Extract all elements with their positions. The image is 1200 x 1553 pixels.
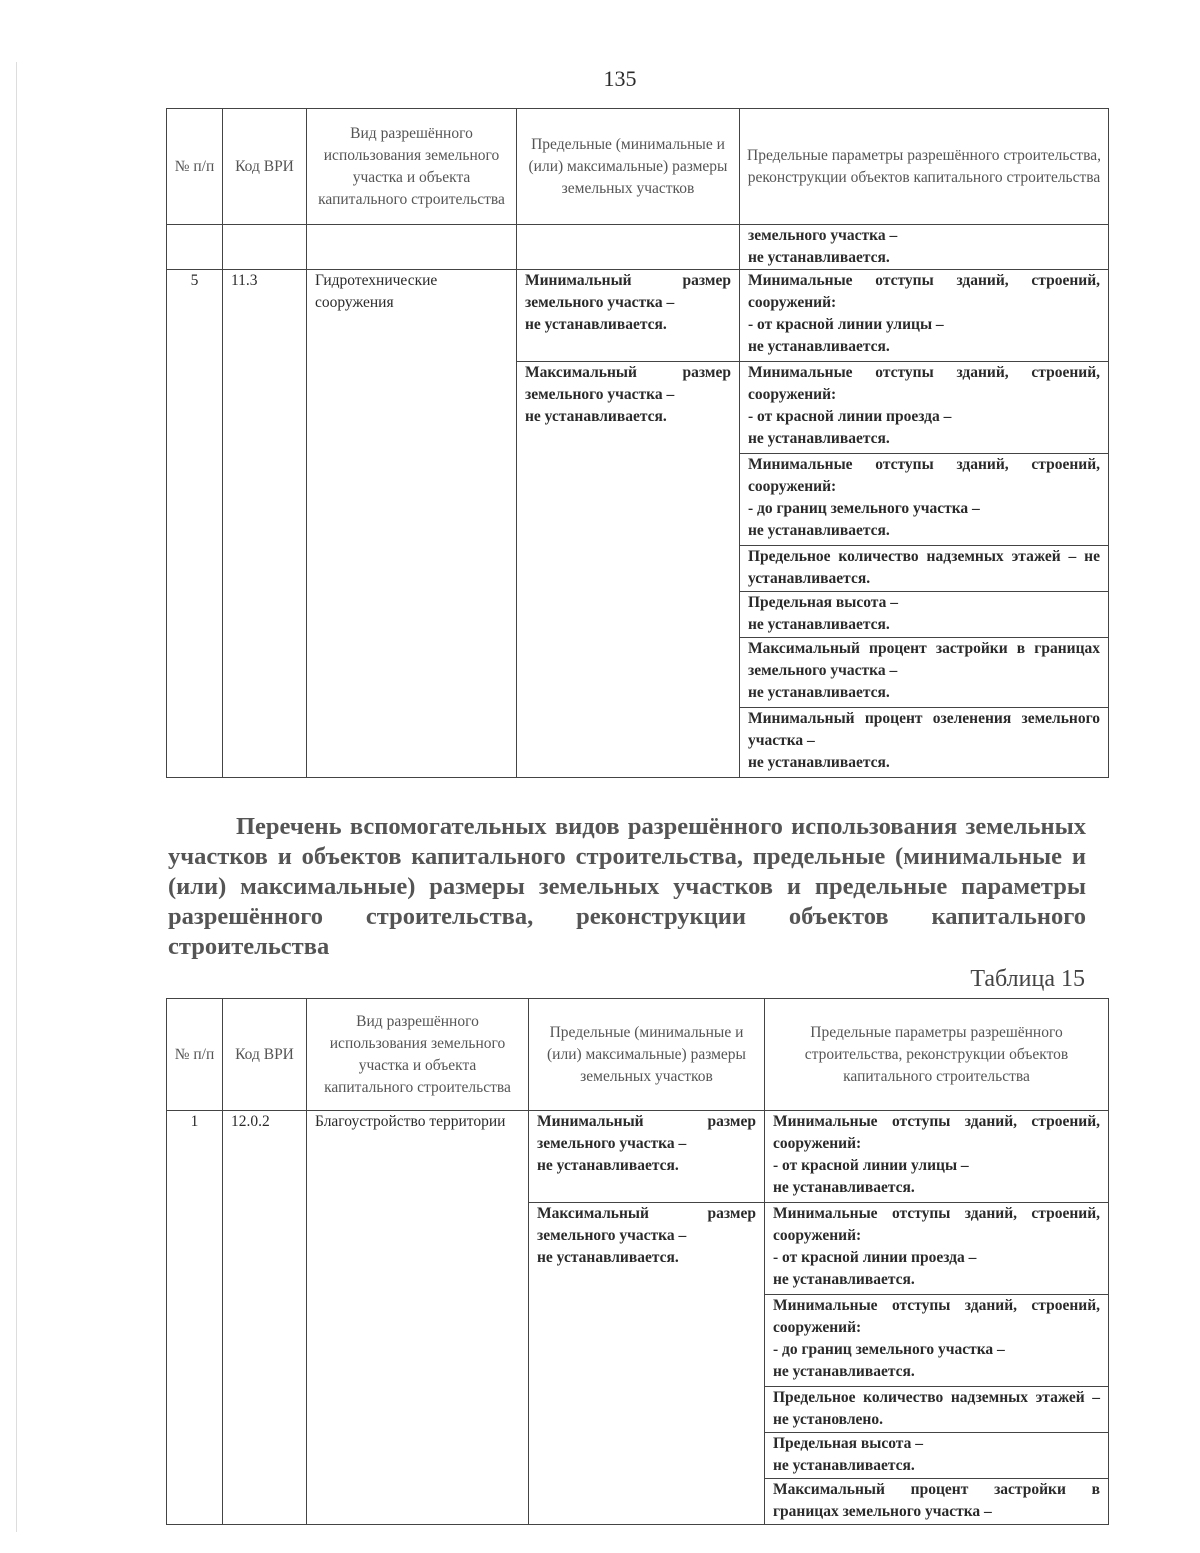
header-params: Предельные параметры разрешённого строительства, реконструкции объектов капитального строительства	[765, 999, 1109, 1111]
param-item: Предельная высота – не устанавливается.	[740, 592, 1109, 638]
header-num: № п/п	[167, 999, 223, 1111]
row-type: Благоустройство территории	[307, 1111, 529, 1525]
param-item: Минимальные отступы зданий, строений, сооружений: - от красной линии улицы – не устанавливается.	[765, 1111, 1109, 1203]
header-type: Вид разрешённого использования земельного участка и объекта капитального строительства	[307, 999, 529, 1111]
header-size: Предельные (минимальные и (или) максимальные) размеры земельных участков	[517, 109, 740, 225]
header-code: Код ВРИ	[223, 109, 307, 225]
table-label: Таблица 15	[970, 966, 1085, 992]
param-item: Минимальные отступы зданий, строений, сооружений: - от красной линии проезда – не устанавливается.	[765, 1203, 1109, 1295]
param-item: Максимальный процент застройки в границах земельного участка –	[765, 1479, 1109, 1525]
header-size: Предельные (минимальные и (или) максимальные) размеры земельных участков	[529, 999, 765, 1111]
size-min: Минимальный размер земельного участка – не устанавливается.	[529, 1111, 765, 1203]
row-number: 5	[167, 270, 223, 778]
param-item: Предельное количество надземных этажей – не установлено.	[765, 1387, 1109, 1433]
header-num: № п/п	[167, 109, 223, 225]
size-min: Минимальный размер земельного участка – не устанавливается.	[517, 270, 740, 362]
size-max: Максимальный размер земельного участка – не устанавливается.	[529, 1203, 765, 1525]
zoning-table-continued	[166, 108, 1109, 778]
table-cell	[167, 225, 223, 270]
param-cell-continued: земельного участка – не устанавливается.	[740, 225, 1109, 270]
param-item: Минимальные отступы зданий, строений, сооружений: - от красной линии проезда – не устанавливается.	[740, 362, 1109, 454]
table-cell	[307, 225, 517, 270]
param-item: Минимальные отступы зданий, строений, сооружений: - до границ земельного участка – не устанавливается.	[765, 1295, 1109, 1387]
page-number: 135	[603, 66, 637, 91]
row-type: Гидротехнические сооружения	[307, 270, 517, 778]
scan-edge-line	[16, 62, 17, 1532]
param-item: Минимальные отступы зданий, строений, сооружений: - от красной линии улицы – не устанавливается.	[740, 270, 1109, 362]
section-title: Перечень вспомогательных видов разрешённого использования земельных участков и объектов капитального строительства, предельные (минимальные и (или) максимальные) размеры земельных участков и предельные параметры разрешённого строительства, реконструкции объектов капитального строительства	[168, 813, 1086, 960]
size-max: Максимальный размер земельного участка – не устанавливается.	[517, 362, 740, 778]
row-code: 12.0.2	[223, 1111, 307, 1525]
param-item: Минимальный процент озеленения земельного участка – не устанавливается.	[740, 708, 1109, 778]
row-code: 11.3	[223, 270, 307, 778]
param-item: Максимальный процент застройки в границах земельного участка – не устанавливается.	[740, 638, 1109, 708]
row-number: 1	[167, 1111, 223, 1525]
param-item: Минимальные отступы зданий, строений, сооружений: - до границ земельного участка – не устанавливается.	[740, 454, 1109, 546]
table-cell	[223, 225, 307, 270]
auxiliary-zoning-table	[166, 998, 1109, 1525]
table-cell	[517, 225, 740, 270]
header-params: Предельные параметры разрешённого строительства, реконструкции объектов капитального строительства	[740, 109, 1109, 225]
header-type: Вид разрешённого использования земельного участка и объекта капитального строительства	[307, 109, 517, 225]
header-code: Код ВРИ	[223, 999, 307, 1111]
param-item: Предельная высота – не устанавливается.	[765, 1433, 1109, 1479]
param-item: Предельное количество надземных этажей – не устанавливается.	[740, 546, 1109, 592]
